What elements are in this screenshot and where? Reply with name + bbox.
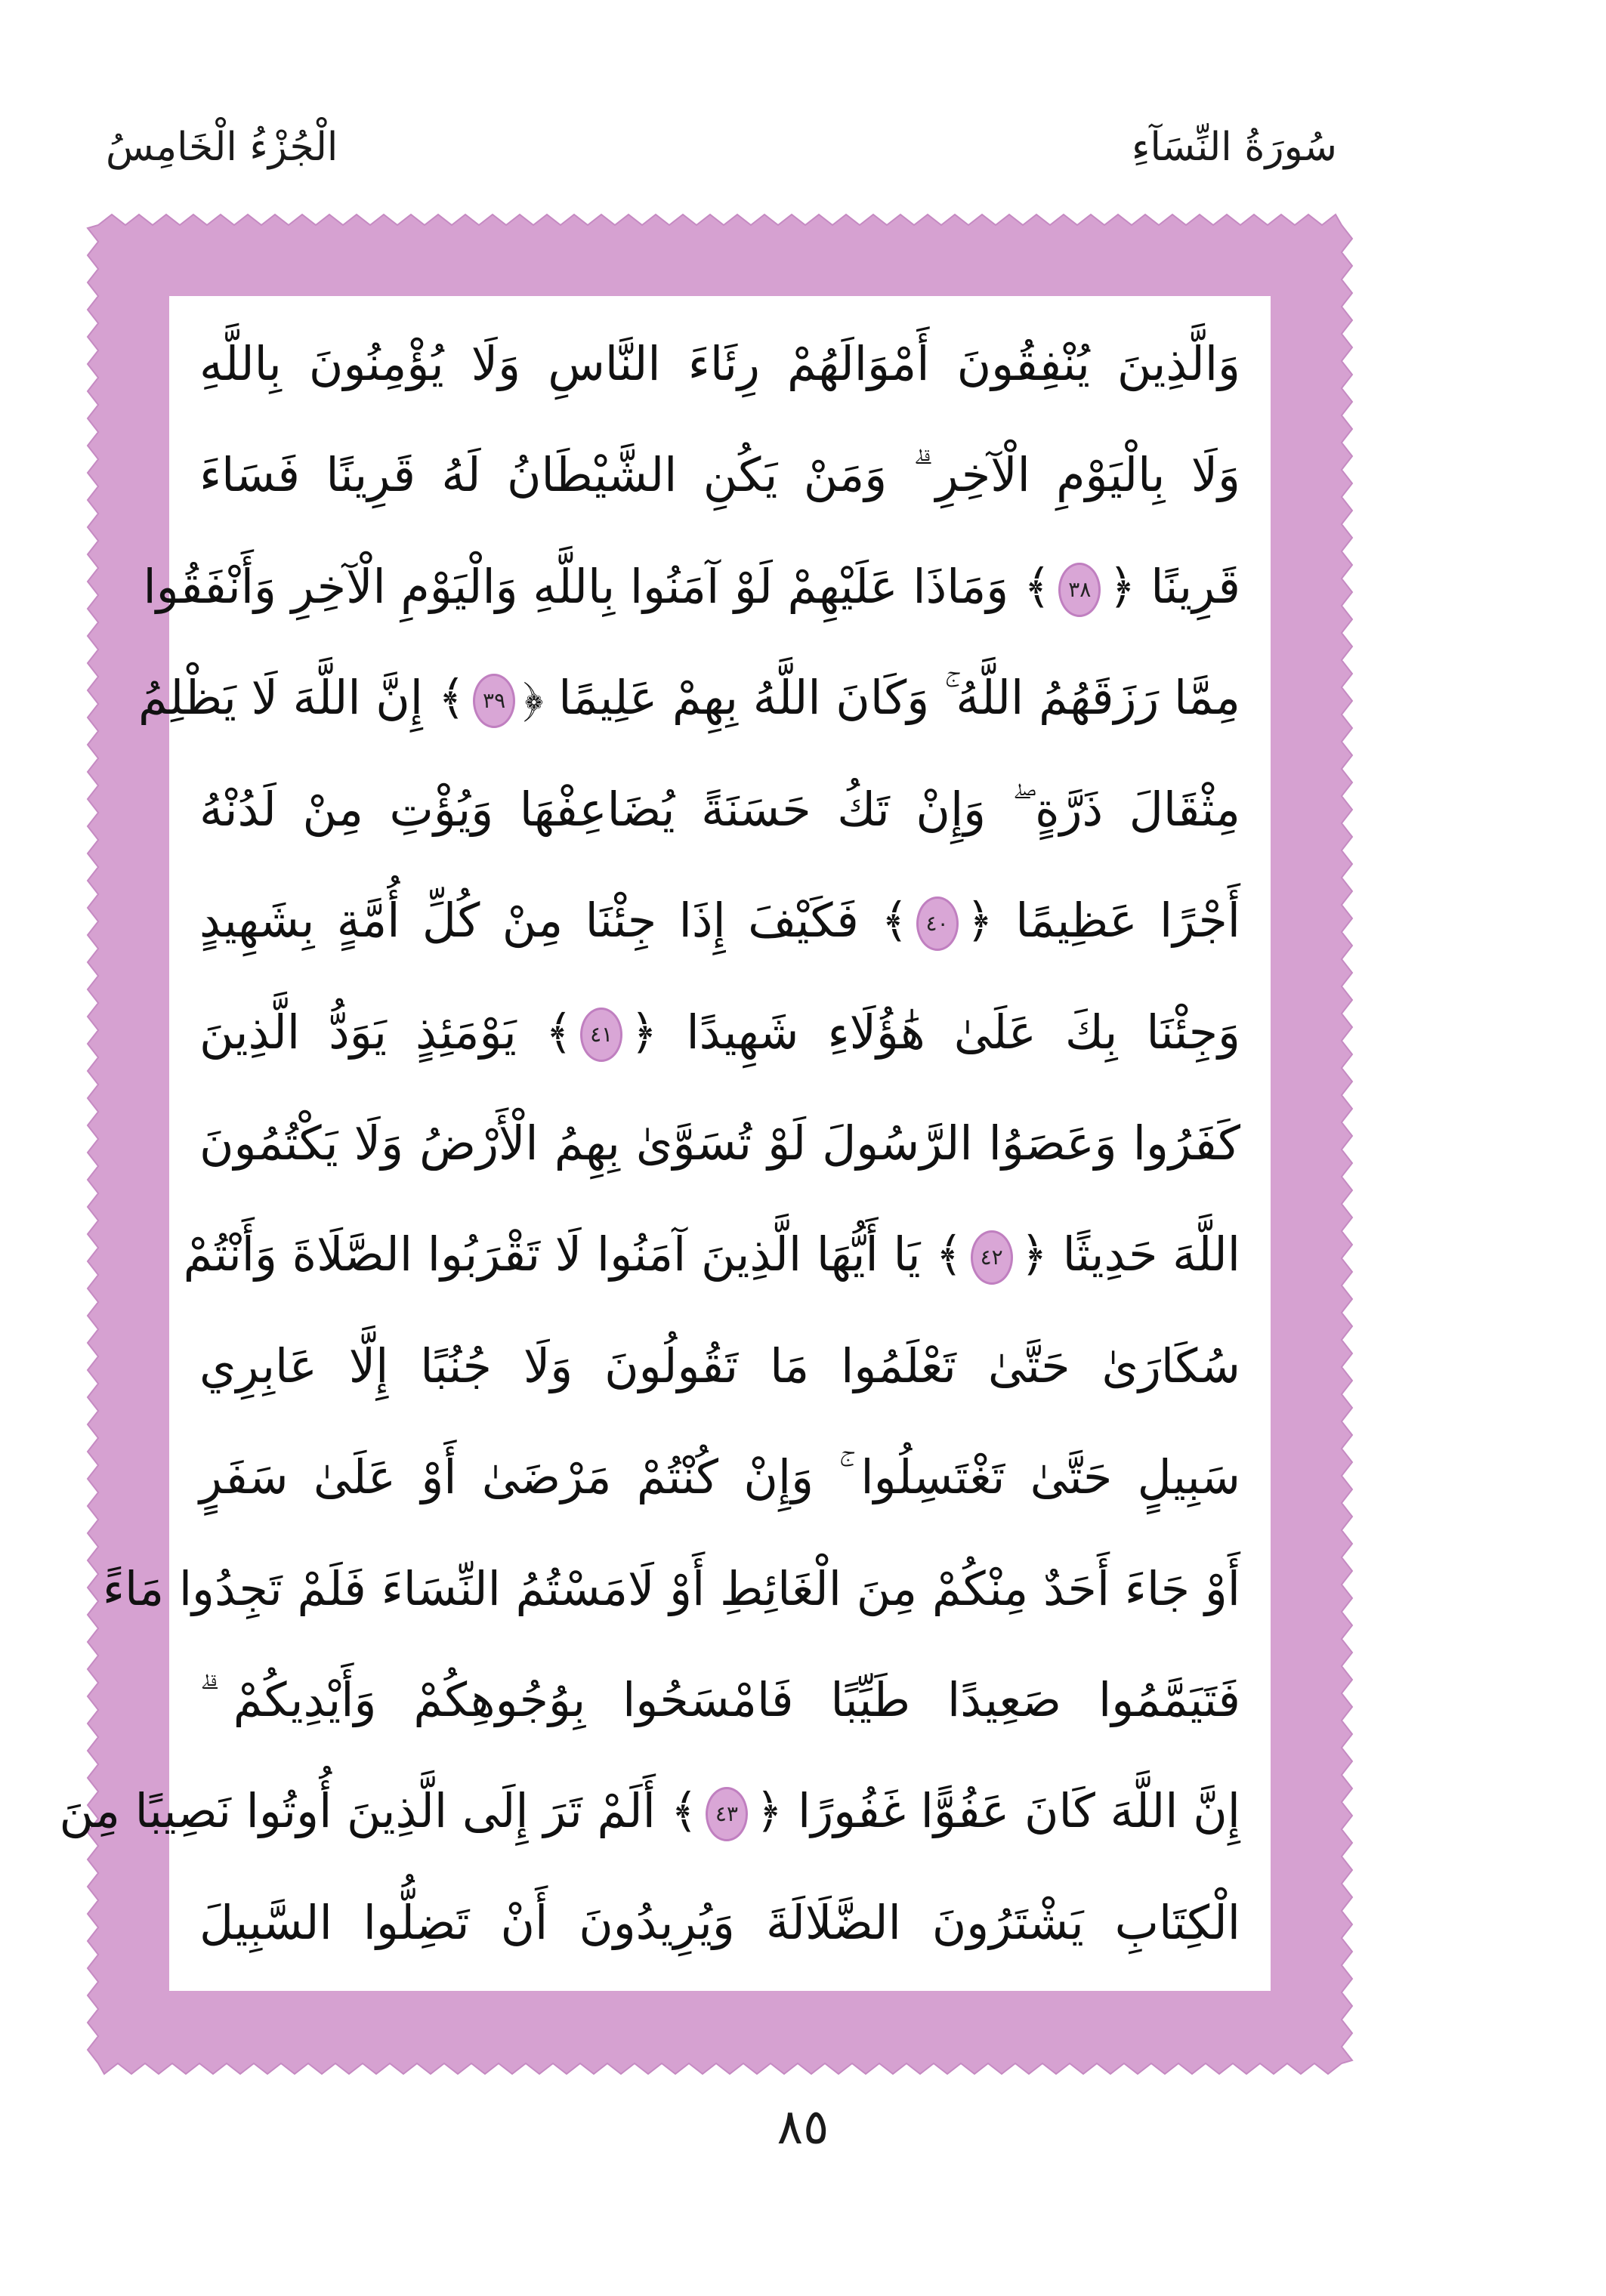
verse-text: مِمَّا رَزَقَهُمُ اللَّهُ ۚ وَكَانَ اللَّهُ بِهِمْ عَلِيمًا ﴿ <box>523 670 1240 726</box>
verse-line <box>199 430 1240 520</box>
verse-line <box>199 1432 1240 1523</box>
verse-text: ﴾ فَكَيْفَ إِذَا جِئْنَا مِنْ كُلِّ أُمَّةٍ بِشَهِيدٍ <box>199 893 909 949</box>
ayah-number: ٤٣ <box>706 1787 748 1841</box>
ornamental-frame <box>59 211 1355 2077</box>
verse-text: فَتَيَمَّمُوا صَعِيدًا طَيِّبًا فَامْسَحُوا بِوُجُوهِكُمْ وَأَيْدِيكُمْ ۗ <box>199 1672 1240 1728</box>
verse-text: ﴾ يَوْمَئِذٍ يَوَدُّ الَّذِينَ <box>199 1004 573 1060</box>
verse-line <box>102 1544 1240 1634</box>
verse-text: مِثْقَالَ ذَرَّةٍ ۖ وَإِنْ تَكُ حَسَنَةً يُضَاعِفْهَا وَيُؤْتِ مِنْ لَدُنْهُ <box>199 781 1240 837</box>
verse-line <box>199 1098 1240 1189</box>
ayah-number: ٣٩ <box>473 674 515 728</box>
verse-text: إِنَّ اللَّهَ كَانَ عَفُوًّا غَفُورًا ﴿ <box>755 1783 1240 1839</box>
verse-line <box>59 1766 1240 1856</box>
ayah-number-marker <box>913 893 962 954</box>
verse-text: سُكَارَىٰ حَتَّىٰ تَعْلَمُوا مَا تَقُولُونَ وَلَا جُنُبًا إِلَّا عَابِرِي <box>199 1338 1240 1393</box>
verse-line <box>199 319 1240 409</box>
verse-text: وَالَّذِينَ يُنْفِقُونَ أَمْوَالَهُمْ رِئَاءَ النَّاسِ وَلَا يُؤْمِنُونَ بِاللَّهِ <box>199 336 1240 391</box>
surah-name: سُورَةُ النِّسَآءِ <box>1132 125 1337 170</box>
ayah-number-marker <box>470 671 518 731</box>
ayah-number: ٤٠ <box>916 896 959 951</box>
verse-text: وَلَا بِالْيَوْمِ الْآخِرِ ۗ وَمَنْ يَكُنِ الشَّيْطَانُ لَهُ قَرِينًا فَسَاءَ <box>199 447 1240 503</box>
ayah-number: ٤٢ <box>971 1230 1013 1285</box>
ayah-number: ٣٨ <box>1058 563 1101 617</box>
verse-text: الْكِتَابِ يَشْتَرُونَ الضَّلَالَةَ وَيُرِيدُونَ أَنْ تَضِلُّوا السَّبِيلَ <box>199 1894 1240 1950</box>
verse-line <box>199 875 1240 966</box>
verse-line <box>183 1209 1240 1300</box>
verse-line <box>199 1321 1240 1412</box>
verse-text: ﴾ أَلَمْ تَرَ إِلَى الَّذِينَ أُوتُوا نَصِيبًا مِنَ <box>59 1783 698 1839</box>
ayah-number-marker <box>703 1784 751 1844</box>
ayah-number-marker <box>1055 560 1104 620</box>
verse-text: وَجِئْنَا بِكَ عَلَىٰ هَٰؤُلَاءِ شَهِيدًا ﴿ <box>630 1004 1240 1060</box>
verse-line <box>199 764 1240 855</box>
juz-name: الْجُزْءُ الْخَامِسُ <box>106 125 338 170</box>
ayah-number: ٤١ <box>580 1008 622 1062</box>
ayah-number-marker <box>968 1227 1016 1288</box>
verse-line <box>138 653 1240 743</box>
verse-text: قَرِينًا ﴿ <box>1108 558 1240 614</box>
verse-text: سَبِيلٍ حَتَّىٰ تَغْتَسِلُوا ۚ وَإِنْ كُنْتُمْ مَرْضَىٰ أَوْ عَلَىٰ سَفَرٍ <box>199 1449 1240 1505</box>
verse-text: أَجْرًا عَظِيمًا ﴿ <box>965 893 1240 949</box>
verse-line <box>199 987 1240 1078</box>
verse-text: كَفَرُوا وَعَصَوُا الرَّسُولَ لَوْ تُسَوَّىٰ بِهِمُ الْأَرْضُ وَلَا يَكْتُمُونَ <box>199 1115 1240 1171</box>
verse-line <box>199 1878 1240 1968</box>
text-panel <box>59 296 1271 1991</box>
page-header <box>106 113 1337 181</box>
verse-text: أَوْ جَاءَ أَحَدٌ مِنْكُمْ مِنَ الْغَائِطِ أَوْ لَامَسْتُمُ النِّسَاءَ فَلَمْ تَجِدُوا مَاءً <box>102 1560 1240 1616</box>
page-number: ٨٥ <box>777 2100 829 2156</box>
ayah-number-marker <box>577 1004 625 1065</box>
verse-text: اللَّهَ حَدِيثًا ﴿ <box>1020 1227 1240 1282</box>
verse-text: ﴾ وَمَاذَا عَلَيْهِمْ لَوْ آمَنُوا بِاللَّهِ وَالْيَوْمِ الْآخِرِ وَأَنْفَقُوا <box>143 558 1052 614</box>
verse-line <box>199 1655 1240 1745</box>
verse-text: ﴾ إِنَّ اللَّهَ لَا يَظْلِمُ <box>138 670 466 726</box>
verse-line <box>143 542 1240 632</box>
verse-text: ﴾ يَا أَيُّهَا الَّذِينَ آمَنُوا لَا تَقْرَبُوا الصَّلَاةَ وَأَنْتُمْ <box>183 1227 963 1282</box>
